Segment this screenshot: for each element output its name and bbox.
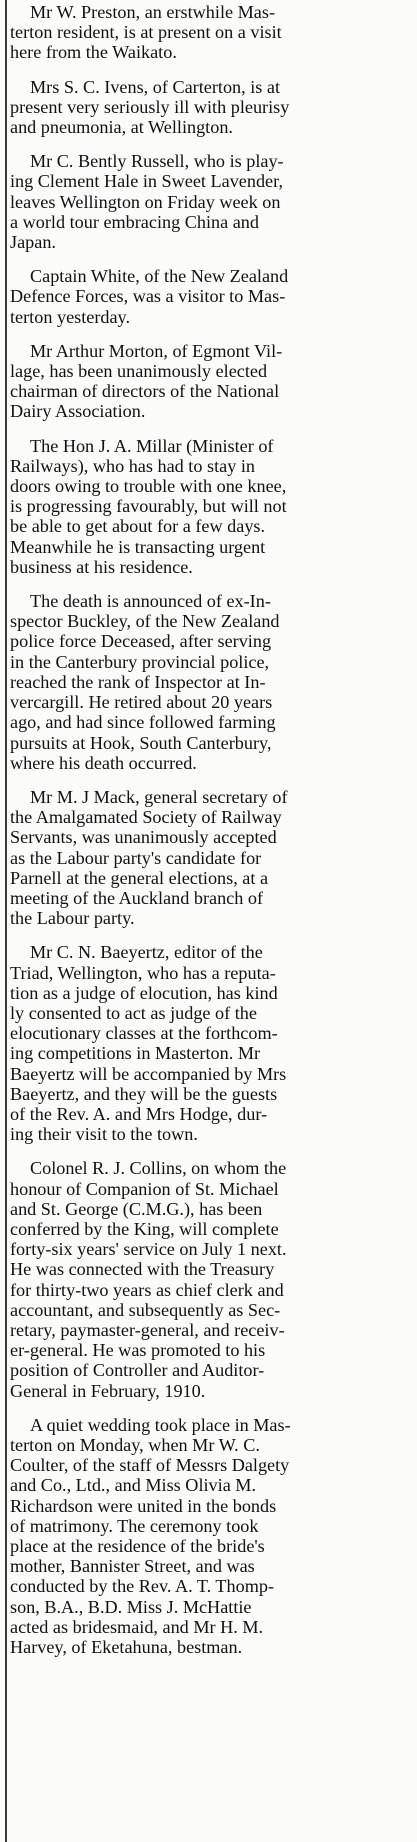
- text-line: conducted by the Rev. A. T. Thomp-: [10, 1576, 275, 1597]
- text-line: terton resident, is at present on a visit: [10, 22, 282, 43]
- text-line: tion as a judge of elocution, has kind: [10, 982, 278, 1003]
- text-line: conferred by the King, will complete: [10, 1218, 279, 1239]
- text-line: and pneumonia, at Wellington.: [10, 117, 233, 138]
- text-line: Railways), who has had to stay in: [10, 455, 255, 476]
- text-line: lage, has been unanimously elected: [10, 361, 268, 382]
- text-line: place at the residence of the bride's: [10, 1536, 265, 1557]
- text-line: er-general. He was promoted to his: [10, 1340, 266, 1361]
- text-line: of matrimony. The ceremony took: [10, 1515, 259, 1536]
- text-line: accountant, and subsequently as Sec-: [10, 1299, 281, 1320]
- text-line: reached the rank of Inspector at In-: [10, 671, 266, 692]
- text-line: Mrs S. C. Ivens, of Carterton, is at: [30, 76, 281, 97]
- text-line: The death is announced of ex-In-: [30, 591, 271, 612]
- news-item-paragraph: [10, 341, 410, 422]
- text-line: Meanwhile he is transacting urgent: [10, 536, 266, 557]
- text-line: Dairy Association.: [10, 401, 146, 422]
- news-item-paragraph: [10, 1158, 410, 1400]
- text-line: here from the Waikato.: [10, 42, 177, 63]
- text-line: He was connected with the Treasury: [10, 1259, 275, 1280]
- text-line: Mr C. Bently Russell, who is play-: [30, 151, 284, 172]
- text-line: Richardson were united in the bonds: [10, 1495, 277, 1516]
- news-item-paragraph: [10, 151, 410, 252]
- text-line: Mr C. N. Baeyertz, editor of the: [30, 942, 263, 963]
- text-line: acted as bridesmaid, and Mr H. M.: [10, 1616, 264, 1637]
- text-line: Coulter, of the staff of Messrs Dalgety: [10, 1455, 290, 1476]
- text-line: Captain White, of the New Zealand: [30, 266, 289, 287]
- news-item-paragraph: [10, 266, 410, 327]
- text-line: and Co., Ltd., and Miss Olivia M.: [10, 1475, 257, 1496]
- text-line: the Labour party.: [10, 908, 135, 929]
- text-line: be able to get about for a few days.: [10, 516, 266, 537]
- text-line: forty-six years' service on July 1 next.: [10, 1239, 287, 1260]
- column-rule: [5, 0, 7, 1842]
- news-item-paragraph: [10, 787, 410, 928]
- text-line: Parnell at the general elections, at a: [10, 867, 269, 888]
- text-line: General in February, 1910.: [10, 1380, 206, 1401]
- text-line: ing competitions in Masterton. Mr: [10, 1043, 261, 1064]
- text-line: position of Controller and Auditor-: [10, 1360, 265, 1381]
- text-line: of the Rev. A. and Mrs Hodge, dur-: [10, 1103, 268, 1124]
- text-line: pursuits at Hook, South Canterbury,: [10, 732, 272, 753]
- text-line: son, B.A., B.D. Miss J. McHattie: [10, 1596, 252, 1617]
- news-item-paragraph: [10, 436, 410, 577]
- text-line: honour of Companion of St. Michael: [10, 1178, 279, 1199]
- news-item-paragraph: [10, 942, 410, 1144]
- text-line: terton on Monday, when Mr W. C.: [10, 1435, 260, 1455]
- text-line: ing Clement Hale in Sweet Lavender,: [10, 171, 284, 192]
- text-line: Colonel R. J. Collins, on whom the: [30, 1158, 287, 1179]
- text-line: Mr M. J Mack, general secretary of: [30, 786, 288, 807]
- text-line: Defence Forces, was a visitor to Mas-: [10, 286, 286, 307]
- text-line: police force Deceased, after serving: [10, 631, 272, 652]
- text-line: leaves Wellington on Friday week on: [10, 191, 281, 212]
- text-line: for thirty-two years as chief clerk and: [10, 1279, 284, 1300]
- text-line: chairman of directors of the National: [10, 381, 280, 402]
- news-item-paragraph: [10, 591, 410, 773]
- text-line: A quiet wedding took place in Mas-: [30, 1414, 291, 1435]
- text-line: a world tour embracing China and: [10, 211, 259, 232]
- text-line: Triad, Wellington, who has a reputa-: [10, 962, 276, 983]
- text-line: as the Labour party's candidate for: [10, 847, 262, 868]
- text-line: retary, paymaster-general, and receiv-: [10, 1319, 285, 1340]
- text-line: the Amalgamated Society of Railway: [10, 807, 282, 828]
- text-line: Mr W. Preston, an erstwhile Mas-: [30, 2, 275, 22]
- news-item-paragraph: [10, 1415, 410, 1657]
- text-line: Japan.: [10, 232, 56, 253]
- text-line: is progressing favourably, but will not: [10, 496, 287, 517]
- text-line: ago, and had since followed farming: [10, 712, 276, 733]
- news-item-paragraph: [10, 77, 410, 138]
- text-line: where his death occurred.: [10, 752, 197, 773]
- text-line: business at his residence.: [10, 556, 193, 577]
- text-line: spector Buckley, of the New Zealand: [10, 611, 280, 632]
- text-line: Harvey, of Eketahuna, bestman.: [10, 1637, 243, 1658]
- text-line: meeting of the Auckland branch of: [10, 887, 264, 908]
- text-line: The Hon J. A. Millar (Minister of: [30, 435, 274, 456]
- text-line: terton yesterday.: [10, 306, 131, 327]
- news-column: [10, 2, 410, 1671]
- text-line: ly consented to act as judge of the: [10, 1002, 257, 1023]
- news-item-paragraph: [10, 2, 410, 63]
- text-line: Servants, was unanimously accepted: [10, 827, 277, 848]
- text-line: Baeyertz, and they will be the guests: [10, 1083, 278, 1104]
- text-line: vercargill. He retired about 20 years: [10, 692, 273, 713]
- text-line: present very seriously ill with pleurisy: [10, 96, 290, 117]
- text-line: elocutionary classes at the forthcom-: [10, 1023, 278, 1044]
- text-line: in the Canterbury provincial police,: [10, 651, 270, 672]
- text-line: and St. George (C.M.G.), has been: [10, 1198, 263, 1219]
- text-line: Mr Arthur Morton, of Egmont Vil-: [30, 340, 283, 361]
- text-line: doors owing to trouble with one knee,: [10, 476, 287, 497]
- text-line: Baeyertz will be accompanied by Mrs: [10, 1063, 287, 1084]
- text-line: mother, Bannister Street, and was: [10, 1556, 255, 1577]
- text-line: ing their visit to the town.: [10, 1124, 198, 1145]
